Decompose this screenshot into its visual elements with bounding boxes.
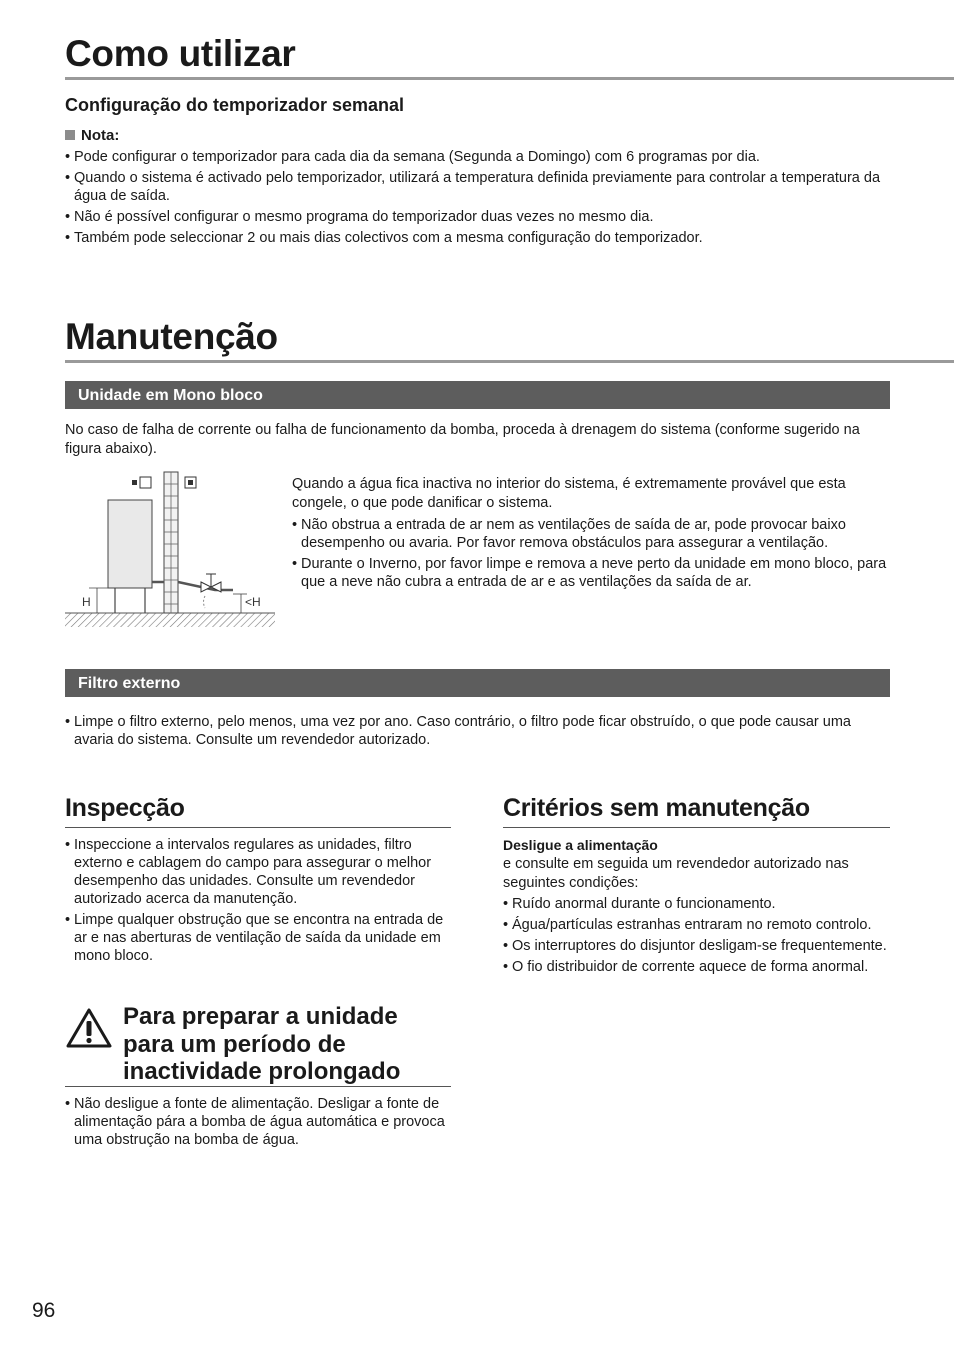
- freeze-warning-text: Quando a água fica inactiva no interior do sistema, é extremamente provável que esta congele, o que pode danificar o sistema.: [292, 476, 846, 511]
- preparar-list: [65, 1095, 451, 1152]
- subtitle: Configuração do temporizador semanal: [65, 95, 405, 115]
- list-item: • Limpe qualquer obstrução que se encontra na entrada de ar e nas aberturas de ventilação de saída da unidade em mono bloco.: [65, 911, 451, 965]
- note-list: [65, 148, 890, 250]
- mono-bloco-intro: No caso de falha de corrente ou falha de funcionamento da bomba, proceda à drenagem do sistema (conforme sugerido na figura abaixo).: [65, 422, 860, 457]
- switch-off-icon: [132, 477, 151, 488]
- criterios-list: [503, 895, 890, 976]
- mono-bloco-text: [292, 475, 890, 594]
- filtro-bar: Filtro externo: [65, 669, 890, 697]
- list-item: • O fio distribuidor de corrente aquece de forma anormal.: [503, 958, 890, 976]
- criterios-title: Critérios sem manutenção: [503, 794, 810, 822]
- height-label: H: [82, 595, 91, 609]
- list-item: • Durante o Inverno, por favor limpe e remova a neve perto da unidade em mono bloco, para que a neve não cubra a entrada de ar e as ventilações da saída de ar.: [292, 555, 890, 591]
- title-rule: [65, 77, 954, 80]
- water-drip: [204, 596, 206, 608]
- section-title: Manutenção: [65, 316, 278, 357]
- list-item: • Inspeccione a intervalos regulares as unidades, filtro externo e cablagem do campo para assegurar o melhor desempenho das unidades. Consulte um revendedor autorizado acerca da manutenção.: [65, 836, 451, 908]
- list-item: • Não desligue a fonte de alimentação. Desligar a fonte de alimentação pára a bomba de água automática e provoca uma obstrução na bomba de água.: [65, 1095, 451, 1149]
- list-item: • Água/partículas estranhas entraram no remoto controlo.: [503, 916, 890, 934]
- list-item: • Ruído anormal durante o funcionamento.: [503, 895, 890, 913]
- criterios-rule: [503, 827, 890, 828]
- list-item: • Pode configurar o temporizador para cada dia da semana (Segunda a Domingo) com 6 programas por dia.: [65, 148, 890, 166]
- ground-hatch: [65, 613, 275, 627]
- list-item: • Limpe o filtro externo, pelo menos, uma vez por ano. Caso contrário, o filtro pode ficar obstruído, o que pode causar uma avaria do sistema. Consulte um revendedor autorizado.: [65, 713, 890, 749]
- note-label: Nota:: [81, 127, 120, 144]
- list-item: • Também pode seleccionar 2 ou mais dias colectivos com a mesma configuração do temporizador.: [65, 229, 890, 247]
- drainage-figure: [65, 470, 277, 630]
- criterios-bold-line: Desligue a alimentação: [503, 837, 658, 853]
- note-heading: [65, 127, 119, 144]
- square-bullet-icon: [65, 130, 75, 140]
- switch-on-icon: [185, 477, 196, 488]
- mono-bloco-unit: [108, 500, 152, 588]
- list-item: • Quando o sistema é activado pelo temporizador, utilizará a temperatura definida previamente para controlar a temperatura da água de saída.: [65, 169, 890, 205]
- page-number: 96: [32, 1299, 56, 1322]
- list-item: • Não é possível configurar o mesmo programa do temporizador duas vezes no mesmo dia.: [65, 208, 890, 226]
- criterios-body: [503, 836, 890, 979]
- preparar-title: Para preparar a unidade para um período de inactividade prolongado: [123, 1003, 401, 1085]
- mono-bloco-list: [292, 516, 890, 591]
- inspeccao-title: Inspecção: [65, 794, 185, 822]
- filtro-list: [65, 713, 890, 752]
- criterios-intro: e consulte em seguida um revendedor autorizado nas seguintes condições:: [503, 856, 849, 891]
- mono-bloco-bar: Unidade em Mono bloco: [65, 381, 890, 409]
- list-item: • Não obstrua a entrada de ar nem as ventilações de saída de ar, pode provocar baixo desempenho ou avaria. Por favor remova obstáculos para assegurar a ventilação.: [292, 516, 890, 552]
- warning-triangle-icon: [65, 1007, 113, 1049]
- list-item: • Os interruptores do disjuntor desligam-se frequentemente.: [503, 937, 890, 955]
- brick-wall: [164, 472, 178, 613]
- preparar-rule: [65, 1086, 451, 1087]
- page-title: Como utilizar: [65, 33, 296, 74]
- inspeccao-list: [65, 836, 451, 968]
- section-rule: [65, 360, 954, 363]
- less-than-height-label: <H: [245, 595, 261, 609]
- inspeccao-rule: [65, 827, 451, 828]
